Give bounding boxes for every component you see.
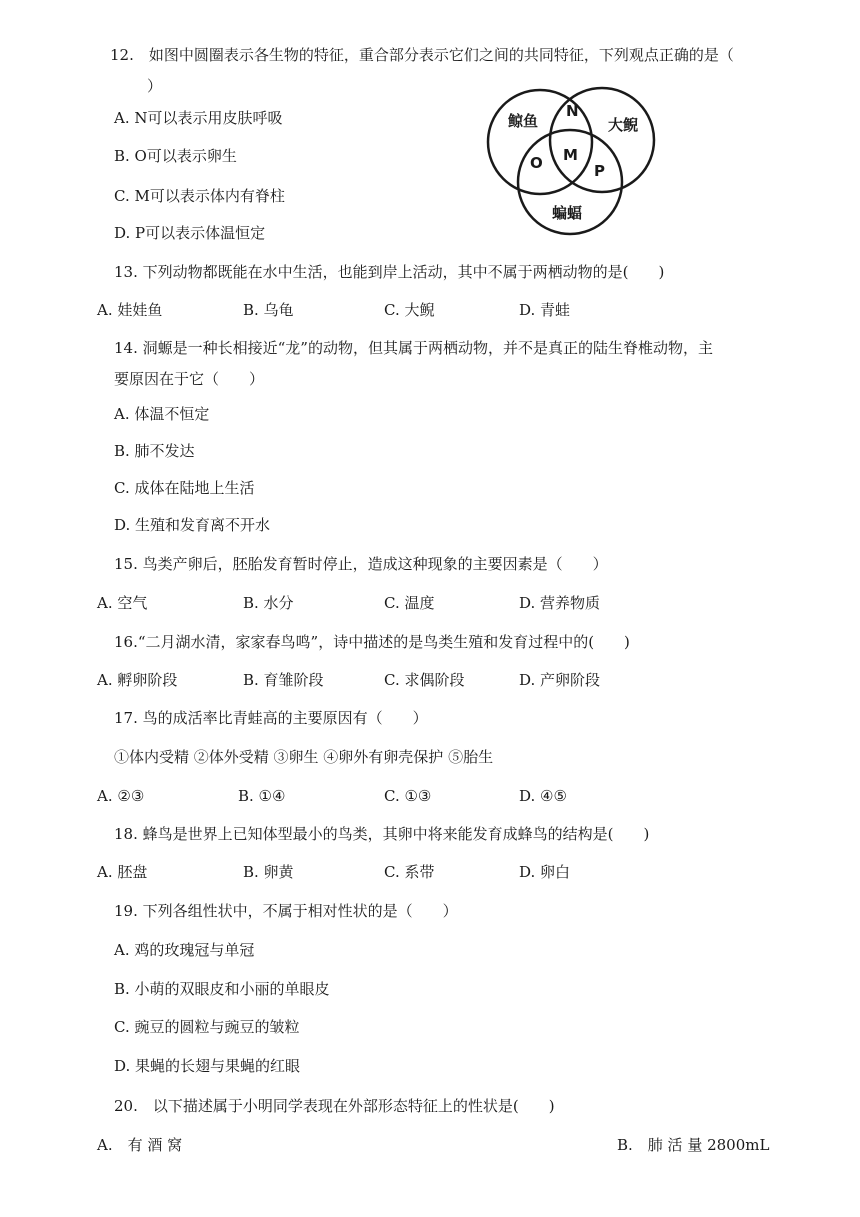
q18-option-b: B. 卵黄 <box>243 863 294 881</box>
q16-option-a: A. 孵卵阶段 <box>97 671 178 689</box>
q12-stem-cont: ） <box>147 77 163 95</box>
q16-stem: 16.“二月湖水清，家家春鸟鸣”，诗中描述的是鸟类生殖和发育过程中的( ) <box>114 633 630 651</box>
q18-option-d: D. 卵白 <box>519 863 571 881</box>
q20-stem: 20. 以下描述属于小明同学表现在外部形态特征上的性状是( ) <box>114 1097 555 1115</box>
q18-option-a: A. 胚盘 <box>97 863 148 881</box>
q20-option-b: B. 肺 活 量 2800mL <box>617 1136 770 1154</box>
venn-label-whale: 鲸鱼 <box>508 112 539 130</box>
q14-option-c: C. 成体在陆地上生活 <box>114 479 255 497</box>
q14-stem-cont: 要原因在于它（ ） <box>114 370 265 388</box>
q17-statements: ①体内受精 ②体外受精 ③卵生 ④卵外有卵壳保护 ⑤胎生 <box>114 748 494 766</box>
q14-option-a: A. 体温不恒定 <box>114 405 210 423</box>
q12-option-d: D. P可以表示体温恒定 <box>114 224 266 242</box>
q19-option-d: D. 果蝇的长翅与果蝇的红眼 <box>114 1057 301 1075</box>
venn-diagram <box>480 80 680 240</box>
q14-option-b: B. 肺不发达 <box>114 442 195 460</box>
q20-option-a: A. 有 酒 窝 <box>97 1136 183 1154</box>
q15-option-b: B. 水分 <box>243 594 294 612</box>
q12-option-a: A. N可以表示用皮肤呼吸 <box>114 109 283 127</box>
q19-option-b: B. 小萌的双眼皮和小丽的单眼皮 <box>114 980 330 998</box>
venn-region-n: N <box>566 102 579 120</box>
q16-option-d: D. 产卵阶段 <box>519 671 601 689</box>
q12-stem: 12. 如图中圆圈表示各生物的特征，重合部分表示它们之间的共同特征，下列观点正确的是（ <box>110 46 734 64</box>
venn-region-m: M <box>563 146 578 164</box>
q15-option-d: D. 营养物质 <box>519 594 601 612</box>
q15-stem: 15. 鸟类产卵后，胚胎发育暂时停止，造成这种现象的主要因素是（ ） <box>114 555 608 573</box>
q13-option-b: B. 乌龟 <box>243 301 294 319</box>
venn-label-salamander: 大鲵 <box>608 116 639 134</box>
q17-option-c: C. ①③ <box>384 787 432 805</box>
q17-option-b: B. ①④ <box>238 787 286 805</box>
q13-option-d: D. 青蛙 <box>519 301 571 319</box>
q19-option-a: A. 鸡的玫瑰冠与单冠 <box>114 941 255 959</box>
q19-option-c: C. 豌豆的圆粒与豌豆的皱粒 <box>114 1018 300 1036</box>
q17-option-d: D. ④⑤ <box>519 787 567 805</box>
q14-option-d: D. 生殖和发育离不开水 <box>114 516 271 534</box>
q18-option-c: C. 系带 <box>384 863 435 881</box>
venn-region-p: P <box>594 162 605 180</box>
q17-stem: 17. 鸟的成活率比青蛙高的主要原因有（ ） <box>114 709 428 727</box>
q17-option-a: A. ②③ <box>97 787 145 805</box>
q15-option-a: A. 空气 <box>97 594 148 612</box>
q16-option-c: C. 求偶阶段 <box>384 671 465 689</box>
q12-option-b: B. O可以表示卵生 <box>114 147 237 165</box>
q13-option-a: A. 娃娃鱼 <box>97 301 163 319</box>
q18-stem: 18. 蜂鸟是世界上已知体型最小的鸟类，其卵中将来能发育成蜂鸟的结构是( ) <box>114 825 650 843</box>
venn-region-o: O <box>530 154 543 172</box>
q13-option-c: C. 大鲵 <box>384 301 435 319</box>
venn-label-bat: 蝙蝠 <box>552 204 583 222</box>
q14-stem: 14. 洞螈是一种长相接近“龙”的动物，但其属于两栖动物，并不是真正的陆生脊椎动物，主 <box>114 339 713 357</box>
q15-option-c: C. 温度 <box>384 594 435 612</box>
q19-stem: 19. 下列各组性状中，不属于相对性状的是（ ） <box>114 902 458 920</box>
q16-option-b: B. 育雏阶段 <box>243 671 324 689</box>
q13-stem: 13. 下列动物都既能在水中生活，也能到岸上活动，其中不属于两栖动物的是( ) <box>114 263 665 281</box>
q12-option-c: C. M可以表示体内有脊柱 <box>114 187 285 205</box>
